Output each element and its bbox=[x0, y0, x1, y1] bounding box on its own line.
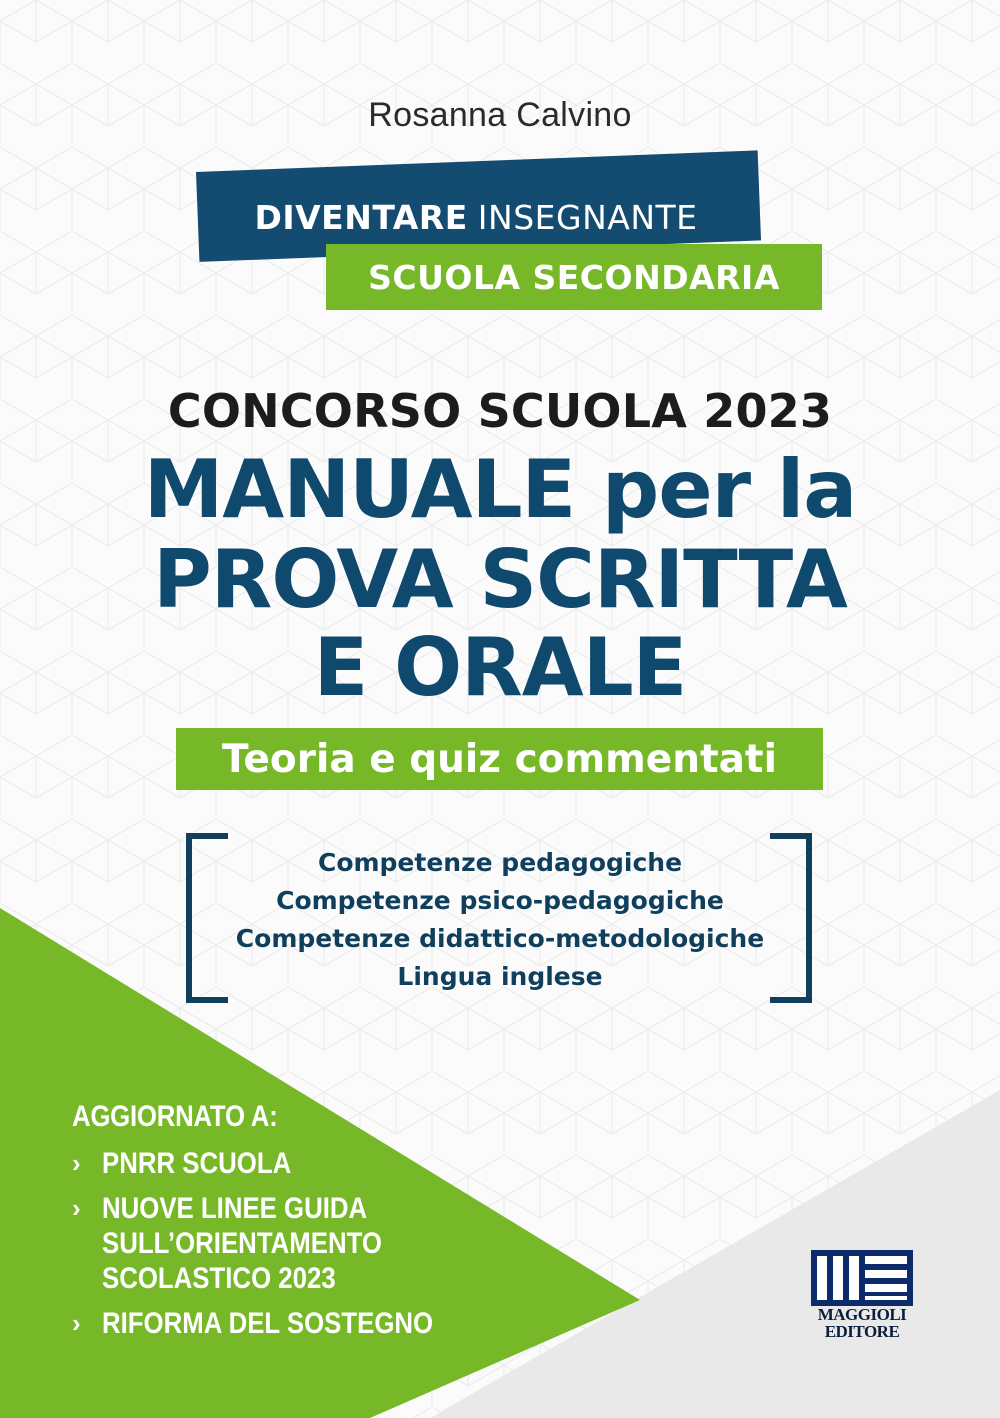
publisher-name bbox=[805, 1306, 919, 1340]
updates-box bbox=[72, 1100, 487, 1351]
update-item-line: SULL’ORIENTAMENTO bbox=[102, 1227, 382, 1260]
subtitle-band: Teoria e quiz commentati bbox=[176, 728, 823, 790]
topics-list bbox=[220, 844, 780, 996]
chevron-right-icon: › bbox=[72, 1308, 81, 1338]
topic-item: Competenze didattico-metodologiche bbox=[235, 924, 765, 953]
update-item-text bbox=[102, 1146, 291, 1181]
series-title bbox=[196, 184, 756, 250]
publisher-name-line-1: MAGGIOLI bbox=[817, 1305, 907, 1324]
chevron-right-icon: › bbox=[72, 1148, 81, 1178]
update-item bbox=[72, 1146, 487, 1181]
series-title-bold: DIVENTARE bbox=[254, 197, 468, 237]
publisher-logo bbox=[811, 1250, 913, 1340]
update-item-line: RIFORMA DEL SOSTEGNO bbox=[102, 1307, 434, 1340]
topic-item: Lingua inglese bbox=[397, 962, 603, 991]
update-item-text bbox=[102, 1306, 433, 1341]
title-line-3: E ORALE bbox=[313, 621, 687, 714]
update-item-line: SCOLASTICO 2023 bbox=[102, 1262, 336, 1295]
exam-name: CONCORSO SCUOLA 2023 bbox=[167, 384, 833, 438]
title-line-1: MANUALE per la bbox=[143, 443, 857, 536]
chevron-right-icon: › bbox=[72, 1193, 81, 1223]
author-name: Rosanna Calvino bbox=[368, 96, 632, 134]
school-level-band: SCUOLA SECONDARIA bbox=[326, 244, 822, 310]
maggioli-logo-icon bbox=[811, 1250, 913, 1306]
update-item-text bbox=[102, 1191, 382, 1296]
series-title-light: INSEGNANTE bbox=[477, 197, 698, 237]
updates-heading: AGGIORNATO A: bbox=[72, 1100, 278, 1133]
update-item-line: PNRR SCUOLA bbox=[102, 1147, 292, 1180]
update-item bbox=[72, 1306, 487, 1341]
publisher-name-line-2: EDITORE bbox=[824, 1322, 900, 1341]
topic-item: Competenze psico-pedagogiche bbox=[276, 886, 724, 915]
update-item-line: NUOVE LINEE GUIDA bbox=[102, 1192, 368, 1225]
title-line-2: PROVA SCRITTA bbox=[153, 533, 847, 626]
update-item bbox=[72, 1191, 487, 1296]
topic-item: Competenze pedagogiche bbox=[317, 848, 683, 877]
